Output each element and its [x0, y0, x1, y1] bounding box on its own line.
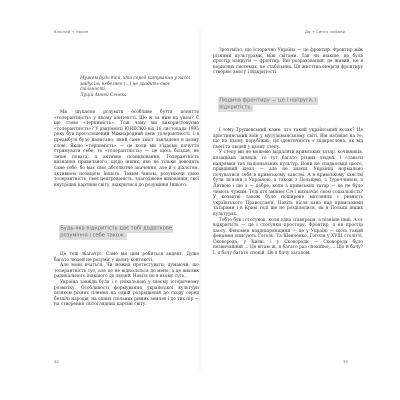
paragraph: Але вони вчаться. Чи можна протестувати, думаючи, що толерантність тут, але це не відноситься до мене, а це виклик радикального інакшого до людей. Навіть не в ньому суть. — [54, 263, 199, 280]
paragraph: Ми шукаємо розуміти особливе буття поняття «толерантність» у якому контексті. Що ж за ним на увазі? Є ще слово «терпимість». Тож чому ми використовуємо «толерантність»? У документі ЮНЕСКО від 16 листопада 1995 року був проголошений Міжнародний день толерантності. І в преамбулі було написано, який саме зміст закладено в цьому слові. Якщо «терпимість» — це коли ми з'їдаємо почуття стримувати себе, то «толерантність» — це щось більше, не лише повага, а активне позиціювання. Толерантність визнання правильного, щодо інших, яке не тільки доводить саме себе, бо має своє абсолютне значення, але й є діалогом, активною позицією Іншого. Таким чином, розуміючи свою толерантність, своє центрованість, злагоджене виховання, свої внутрішні картини світу, відкритися до розуміння Іншого. — [54, 110, 199, 188]
right-body-text-1 — [213, 48, 363, 76]
paragraph: Зрозуміло, що історично Україна — це фронтир. Фронтир між різними культурами, між світами. Так чи інакше, це була простір напруги — фронтир. Він розрахований, де живий, не в корисних системах, не стабільних. Ця життєва енергія фронтиру створює змогу і відкритості. — [213, 48, 363, 76]
epigraph-text: Мужем будь той, хто серед катування у насоі звідусіль небезпек (...) не зрадить своє спільності. — [80, 76, 190, 93]
paragraph: У степу ми не можемо віддаляти кримських татар, кочівників, козацьких шляхів, то тут багато різних людей. І ставати напрямки тих національних культур. Вони не спадкоємці цього, правдивий ідеал — але не знаєш. Українці нормально почувалися себе в кримському ханстві. А в кримському ханстві були зв'язки з Україною, а також з Польщею, з Туреччиною, з Литвою і ще з — добре, коли з кримських татар — це не було чимось чужим. Тоді хто змінює Січ і визначає свою соціальність? У козацтві також було поширене мислення і ревність українського Православ'я. Навіть після хана над кримськими татарами і в Крим тоді ще не розділялися, як в Польщі інших культурах. — [213, 150, 363, 217]
left-body-text-2 — [54, 252, 199, 308]
pull-quote-text: Будь-яка відкритість дає тобі додаткове розуміння і себе також. — [60, 226, 173, 239]
paragraph: І тому Трушевський каже: хто такий український козак? Це християнський воїн у мусульманському світі. Він натикає на те, що на цьому порубіжжі, ця ідентичність є підкреслена, як від своєї та людей у цьому степу. — [213, 128, 363, 150]
page-number-left: 32 — [54, 359, 59, 364]
running-head-right: До + Сенсу любови — [305, 30, 346, 34]
running-head-left: Вільний + покон — [54, 30, 89, 34]
pull-quote-text: Людина фронтиру — це і напруга, і відкритість. — [219, 98, 317, 111]
paragraph: Україна завжди була і є унікальною у своєму історичному розвитку. Особливості формування української культури шляхом різних племен на одній розрідженій до сходу серед безлічі народів, на одних спільних рівних землях і до тих пір — на створення світоглядних картин світу. — [54, 279, 199, 308]
epigraph-author: Луцій Анней Сенека — [80, 93, 127, 99]
page-number-right: 33 — [343, 359, 348, 364]
right-body-text-2 — [213, 128, 363, 257]
pull-quote-left — [59, 226, 195, 240]
left-body-text-1 — [54, 110, 199, 188]
epigraph — [80, 76, 196, 99]
pull-quote-right — [218, 98, 346, 112]
paragraph: Тобто був і стосунок, коли одна співпраця, а пізніше інші. А от відкритість — це і стосунки простору. Фронтир, а не простір хаосу. Феномен наддніпрянщини — це у Україні — щось такий феномен описують Гоголь. Та Шевченко, Гоголя у ХVIII столітті, Сковорода, у Києві, і у Сковороди — Сковорода було незвичайний ... Це вітаю ж, я багато раз спокійно, ... Що й бачу? І, я бачу багато спокій. Це я бачу загалом. — [213, 217, 363, 257]
paragraph: Це теж збагачує. Саме ми цим робиться акцент. Дуже багато людей не розуміє у цьому контексті. — [54, 252, 199, 263]
book-gutter — [199, 30, 201, 370]
